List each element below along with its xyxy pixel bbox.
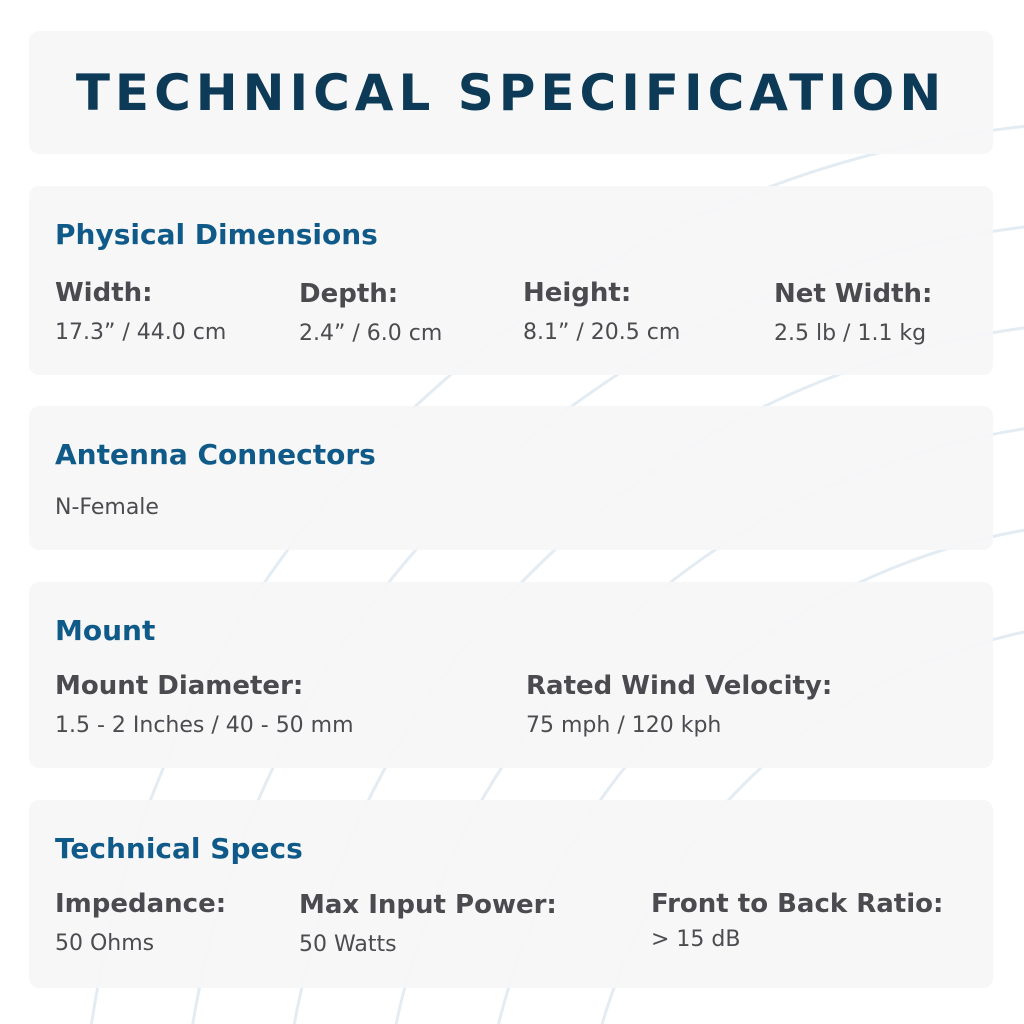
antenna-connectors-heading: Antenna Connectors	[55, 438, 376, 471]
wind-velocity-spec	[526, 671, 832, 738]
mount-card	[29, 582, 993, 768]
max-input-power-value: 50 Watts	[299, 932, 397, 957]
width-spec	[55, 278, 226, 345]
page-title: TECHNICAL SPECIFICATION	[75, 63, 947, 122]
title-card	[29, 31, 993, 154]
mount-diameter-spec	[55, 671, 354, 738]
net-width-spec	[774, 279, 932, 346]
impedance-value: 50 Ohms	[55, 931, 155, 956]
antenna-connector-value: N-Female	[55, 495, 159, 520]
physical-dimensions-card	[29, 186, 993, 375]
net-width-label: Net Width:	[774, 279, 933, 309]
width-value: 17.3” / 44.0 cm	[55, 320, 227, 345]
mount-diameter-label: Mount Diameter:	[55, 671, 304, 701]
antenna-connectors-card	[29, 406, 993, 550]
max-input-power-spec	[299, 890, 557, 957]
max-input-power-label: Max Input Power:	[299, 890, 557, 920]
technical-specs-card	[29, 800, 993, 988]
impedance-label: Impedance:	[55, 889, 227, 919]
technical-specs-heading: Technical Specs	[55, 832, 303, 865]
physical-dimensions-heading: Physical Dimensions	[55, 218, 378, 251]
front-to-back-ratio-value: > 15 dB	[651, 927, 741, 952]
impedance-spec	[55, 889, 226, 956]
mount-heading: Mount	[55, 614, 156, 647]
wind-velocity-value: 75 mph / 120 kph	[526, 713, 722, 738]
depth-spec	[299, 279, 442, 346]
height-label: Height:	[523, 278, 632, 308]
front-to-back-ratio-label: Front to Back Ratio:	[651, 889, 944, 919]
mount-diameter-value: 1.5 - 2 Inches / 40 - 50 mm	[55, 713, 354, 738]
front-to-back-ratio-spec	[651, 889, 943, 952]
width-label: Width:	[55, 278, 153, 308]
height-spec	[523, 278, 680, 345]
wind-velocity-label: Rated Wind Velocity:	[526, 671, 833, 701]
depth-label: Depth:	[299, 279, 399, 309]
depth-value: 2.4” / 6.0 cm	[299, 321, 443, 346]
height-value: 8.1” / 20.5 cm	[523, 320, 681, 345]
net-width-value: 2.5 lb / 1.1 kg	[774, 321, 927, 346]
